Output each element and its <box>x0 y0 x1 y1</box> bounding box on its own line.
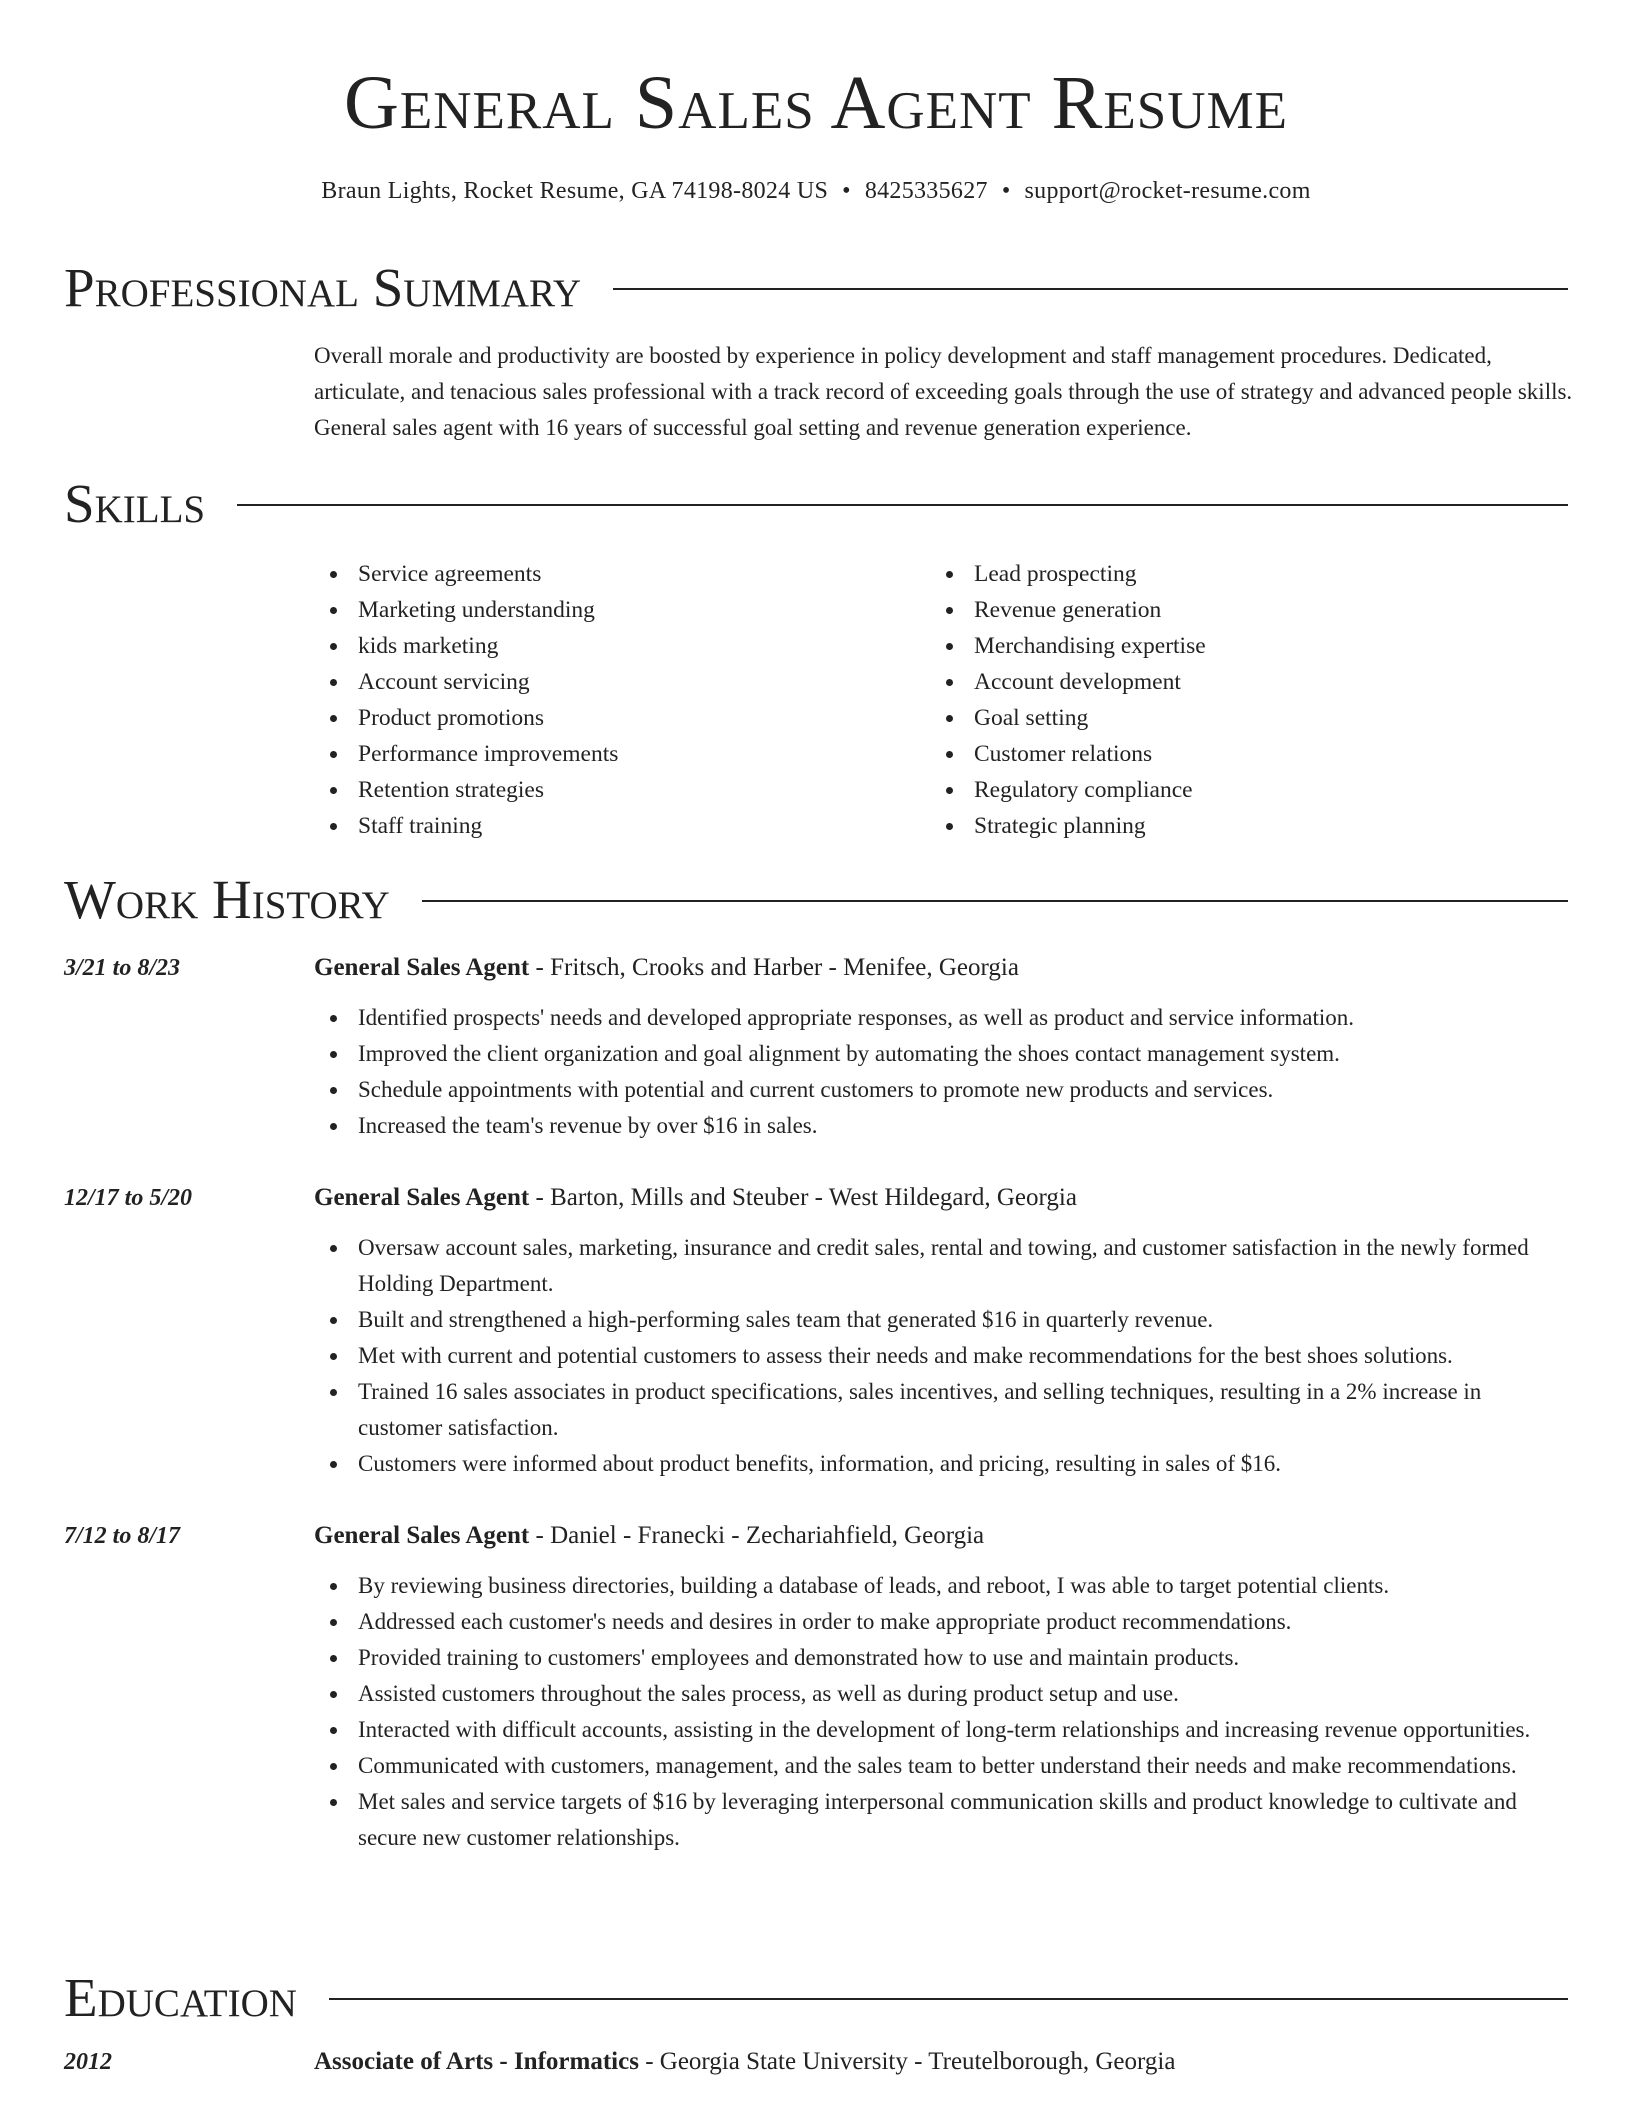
job-bullet: Trained 16 sales associates in product specifications, sales incentives, and selling techniques, resulting in a 2% increase in customer satisfaction. <box>314 1374 1564 1446</box>
job-heading <box>314 950 1568 986</box>
job-dates: 12/17 to 5/20 <box>64 1185 193 1211</box>
skill-item: Service agreements <box>314 556 874 592</box>
section-title: Skills <box>64 473 206 534</box>
education-degree: Associate of Arts - Informatics <box>314 2048 639 2075</box>
section-divider <box>237 504 1568 506</box>
job-role: General Sales Agent <box>314 954 530 981</box>
job-dates: 3/21 to 8/23 <box>64 955 181 981</box>
skill-item: Marketing understanding <box>314 592 874 628</box>
job-dates: 7/12 to 8/17 <box>64 1523 181 1549</box>
skill-item: Staff training <box>314 808 874 844</box>
section-title: Education <box>64 1967 297 2028</box>
job-role: General Sales Agent <box>314 1184 530 1211</box>
section-header-work <box>64 868 1568 932</box>
job-bullet: Assisted customers throughout the sales process, as well as during product setup and use. <box>314 1676 1564 1712</box>
section-title: Professional Summary <box>64 257 582 318</box>
section-divider <box>329 1998 1568 2000</box>
skill-item: Merchandising expertise <box>930 628 1490 664</box>
job-employer: - Daniel - Franecki - Zechariahfield, Georgia <box>529 1522 985 1549</box>
job-bullets <box>314 1230 1564 1482</box>
skills-list-right <box>930 556 1490 844</box>
job-bullet: Increased the team's revenue by over $16 in sales. <box>314 1108 1564 1144</box>
skill-item: Account servicing <box>314 664 874 700</box>
resume-title: General Sales Agent Resume <box>344 61 1288 145</box>
skills-list-left <box>314 556 874 844</box>
skill-item: Customer relations <box>930 736 1490 772</box>
skill-item: Lead prospecting <box>930 556 1490 592</box>
job-bullet: Provided training to customers' employees and demonstrated how to use and maintain products. <box>314 1640 1564 1676</box>
skill-item: Product promotions <box>314 700 874 736</box>
job-heading <box>314 1518 1568 1554</box>
job-heading <box>314 1180 1568 1216</box>
job-bullet: By reviewing business directories, building a database of leads, and reboot, I was able to target potential clients. <box>314 1568 1564 1604</box>
skill-item: Strategic planning <box>930 808 1490 844</box>
contact-email: support@rocket-resume.com <box>1024 178 1311 204</box>
job-bullet: Improved the client organization and goal alignment by automating the shoes contact management system. <box>314 1036 1564 1072</box>
job-role: General Sales Agent <box>314 1522 530 1549</box>
job-bullet: Met with current and potential customers to assess their needs and make recommendations for the best shoes solutions. <box>314 1338 1564 1374</box>
contact-separator: • <box>1001 178 1011 204</box>
education-year: 2012 <box>64 2049 112 2075</box>
job-bullet: Addressed each customer's needs and desires in order to make appropriate product recommendations. <box>314 1604 1564 1640</box>
section-header-education <box>64 1966 1568 2030</box>
job-bullet: Met sales and service targets of $16 by leveraging interpersonal communication skills and product knowledge to cultivate and secure new customer relationships. <box>314 1784 1564 1856</box>
job-bullet: Schedule appointments with potential and current customers to promote new products and services. <box>314 1072 1564 1108</box>
job-bullet: Customers were informed about product benefits, information, and pricing, resulting in sales of $16. <box>314 1446 1564 1482</box>
contact-phone: 8425335627 <box>864 178 988 204</box>
job-employer: - Fritsch, Crooks and Harber - Menifee, Georgia <box>529 954 1019 981</box>
job-bullet: Built and strengthened a high-performing sales team that generated $16 in quarterly revenue. <box>314 1302 1564 1338</box>
section-title: Work History <box>64 869 390 930</box>
job-bullet: Interacted with difficult accounts, assisting in the development of long-term relationships and increasing revenue opportunities. <box>314 1712 1564 1748</box>
section-header-summary <box>64 256 1568 320</box>
contact-address: Braun Lights, Rocket Resume, GA 74198-8024 US <box>321 178 829 204</box>
job-bullet: Identified prospects' needs and developed appropriate responses, as well as product and service information. <box>314 1000 1564 1036</box>
section-header-skills <box>64 472 1568 536</box>
skill-item: kids marketing <box>314 628 874 664</box>
section-divider <box>613 288 1568 290</box>
skill-item: Regulatory compliance <box>930 772 1490 808</box>
skill-item: Account development <box>930 664 1490 700</box>
summary-text: Overall morale and productivity are boosted by experience in policy development and staff management procedures. Dedicated, articulate, and tenacious sales professional with a track record of exceeding goals through the use of strategy and advanced people skills. General sales agent with 16 years of successful goal setting and revenue generation experience. <box>314 343 1573 440</box>
education-school: - Georgia State University - Treutelborough, Georgia <box>638 2048 1176 2075</box>
skill-item: Performance improvements <box>314 736 874 772</box>
skill-item: Goal setting <box>930 700 1490 736</box>
contact-separator: • <box>842 178 851 204</box>
job-bullets <box>314 1000 1564 1144</box>
job-employer: - Barton, Mills and Steuber - West Hildegard, Georgia <box>529 1184 1077 1211</box>
job-bullets <box>314 1568 1564 1856</box>
job-bullet: Communicated with customers, management, and the sales team to better understand their needs and make recommendations. <box>314 1748 1564 1784</box>
section-divider <box>422 900 1568 902</box>
education-heading <box>314 2044 1568 2080</box>
skill-item: Revenue generation <box>930 592 1490 628</box>
job-bullet: Oversaw account sales, marketing, insurance and credit sales, rental and towing, and customer satisfaction in the newly formed Holding Department. <box>314 1230 1564 1302</box>
contact-line <box>0 176 1632 206</box>
skill-item: Retention strategies <box>314 772 874 808</box>
